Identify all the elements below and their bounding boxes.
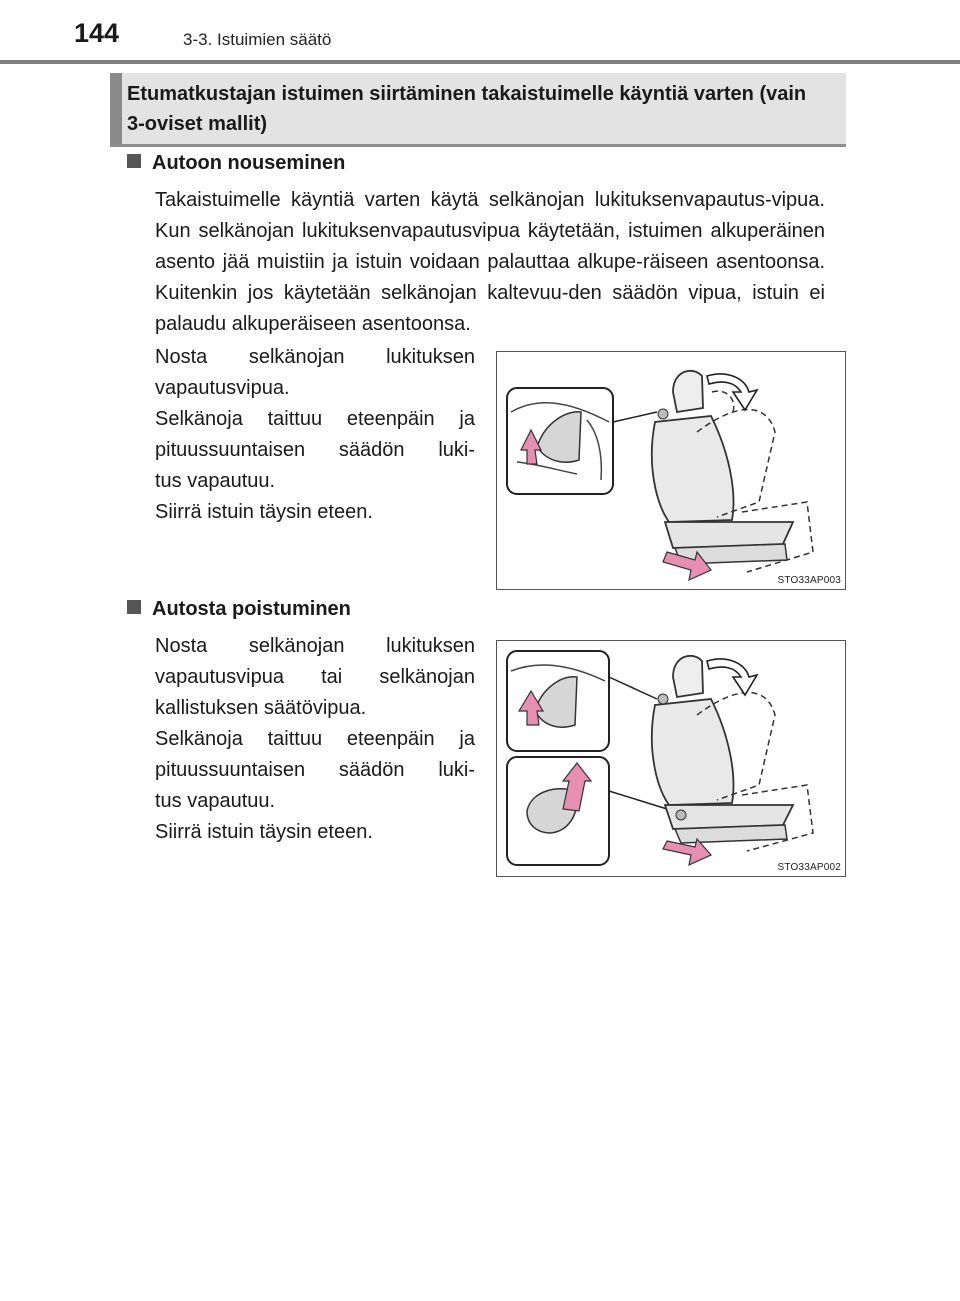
step-line: Nosta selkänojan lukituksen bbox=[155, 346, 475, 368]
section-heading-text: Autoon nouseminen bbox=[152, 152, 346, 174]
seat-illustration-getting-out bbox=[496, 640, 846, 877]
step-line: vapautusvipua. bbox=[155, 377, 290, 399]
step-line: pituussuuntaisen säädön luki- bbox=[155, 439, 475, 461]
step-text-getting-in bbox=[155, 342, 475, 528]
section-heading-text: Autosta poistuminen bbox=[152, 598, 351, 620]
section-heading-getting-in bbox=[127, 152, 345, 175]
step-line: Selkänoja taittuu eteenpäin ja bbox=[155, 728, 475, 750]
section-heading-getting-out bbox=[127, 598, 351, 621]
intro-paragraph bbox=[155, 185, 825, 340]
figure-code: STO33AP002 bbox=[777, 862, 841, 873]
seat-drawing bbox=[497, 641, 845, 876]
step-line: Selkänoja taittuu eteenpäin ja bbox=[155, 408, 475, 430]
step-line: tus vapautuu. bbox=[155, 470, 276, 492]
step-line: Siirrä istuin täysin eteen. bbox=[155, 821, 373, 843]
step-line: Nosta selkänojan lukituksen bbox=[155, 635, 475, 657]
seat-drawing bbox=[497, 352, 845, 589]
section-title-box bbox=[110, 73, 846, 147]
square-bullet-icon bbox=[127, 600, 141, 614]
seat-illustration-getting-in bbox=[496, 351, 846, 590]
step-line: pituussuuntaisen säädön luki- bbox=[155, 759, 475, 781]
square-bullet-icon bbox=[127, 154, 141, 168]
step-line: Siirrä istuin täysin eteen. bbox=[155, 501, 373, 523]
intro-paragraph-text: Takaistuimelle käyntiä varten käytä selkänojan lukituksenvapautus-vipua. Kun selkänojan lukituksenvapautusvipua käytetään, istuimen alkuperäinen asento jää muistiin ja istuin voidaan palauttaa alkupe-räiseen asentoonsa. Kuitenkin jos käytetään selkänojan kaltevuu-den säädön vipua, istuin ei palaudu alkuperäiseen asentoonsa. bbox=[155, 189, 825, 335]
step-line: kallistuksen säätövipua. bbox=[155, 697, 367, 719]
step-line: vapautusvipua tai selkänojan bbox=[155, 666, 475, 688]
page-header bbox=[0, 0, 960, 60]
title-accent-bar bbox=[110, 73, 122, 144]
section-title: Etumatkustajan istuimen siirtäminen takaistuimelle käyntiä varten (vain 3-oviset mallit) bbox=[127, 83, 807, 135]
page-number: 144 bbox=[74, 18, 120, 48]
step-text-getting-out bbox=[155, 631, 475, 848]
header-divider bbox=[0, 60, 960, 64]
figure-code: STO33AP003 bbox=[777, 575, 841, 586]
chapter-title: 3-3. Istuimien säätö bbox=[183, 30, 332, 49]
step-line: tus vapautuu. bbox=[155, 790, 276, 812]
